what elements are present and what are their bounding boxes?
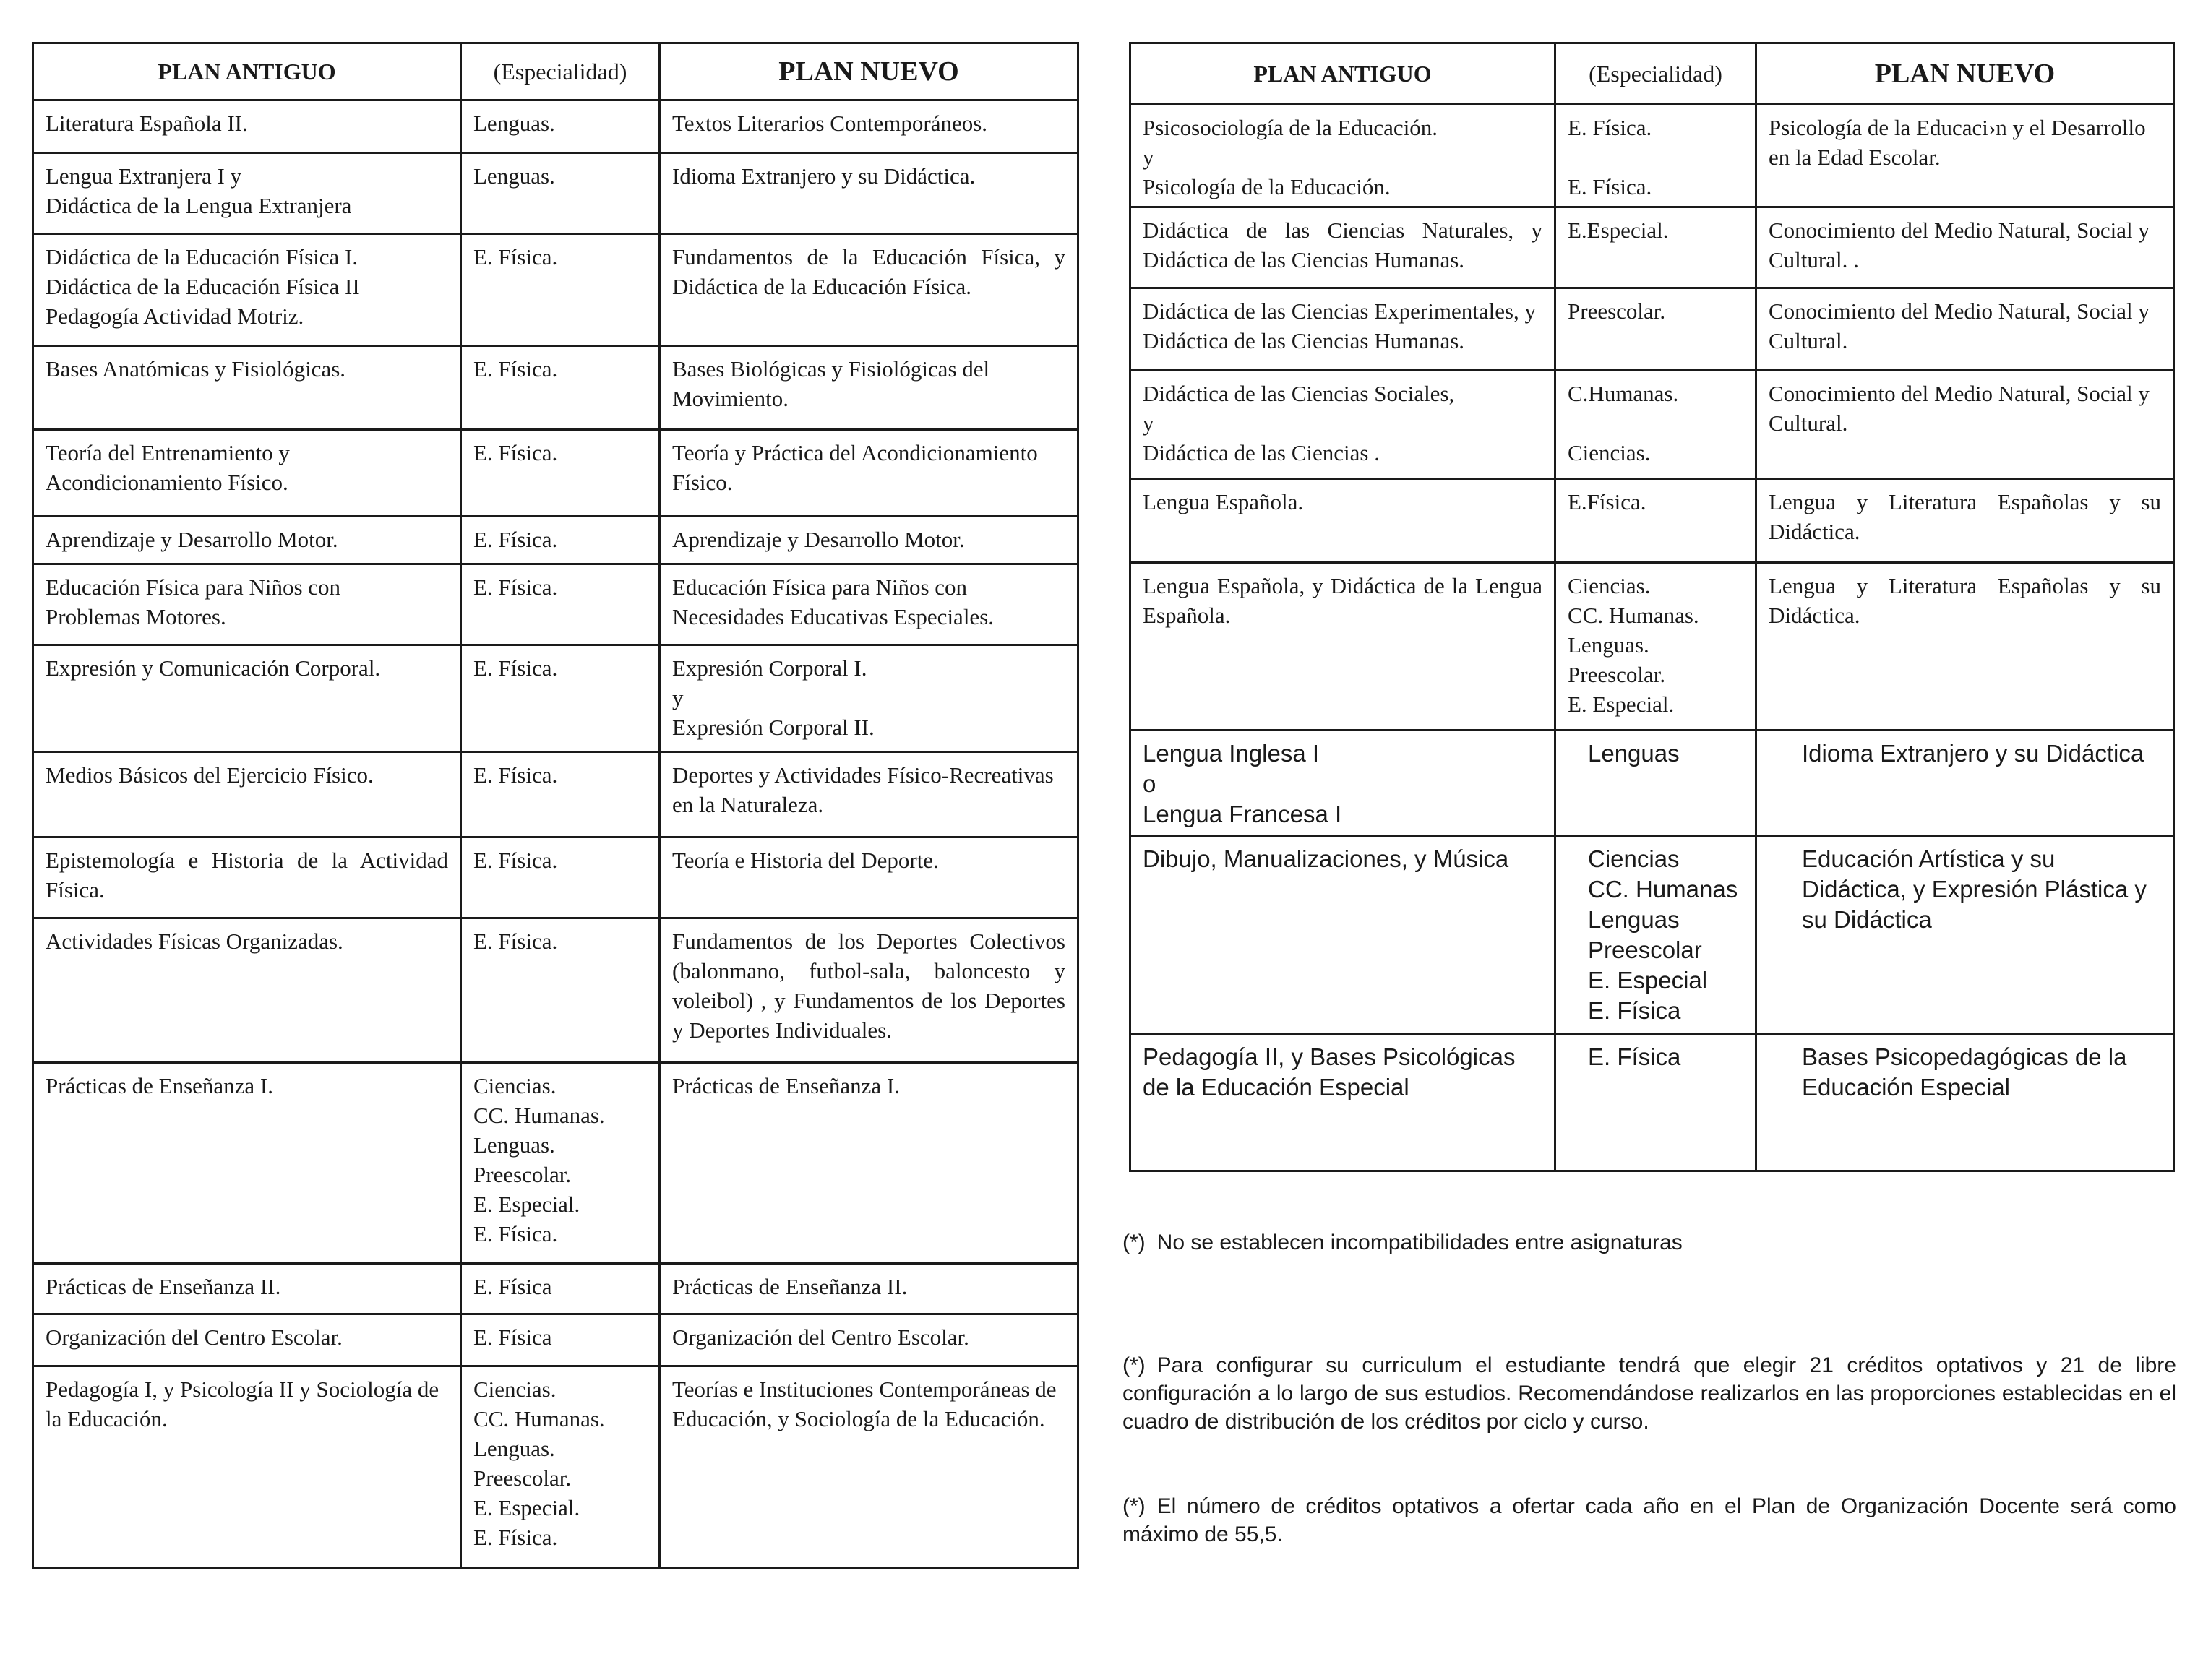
- cell-line: Psicosociología de la Educación.: [1143, 115, 1438, 140]
- cell-line: Teoría y Práctica del Acondicionamiento Físico.: [672, 440, 1038, 495]
- cell-line: E. Especial.: [473, 1495, 580, 1520]
- cell-line: Preescolar: [1588, 936, 1702, 963]
- cell-line: E. Física: [473, 1324, 552, 1350]
- especialidad-cell: [1555, 371, 1756, 479]
- cell-line: E.Especial.: [1568, 217, 1669, 243]
- plan-nuevo-cell: [660, 430, 1078, 517]
- table-row: [33, 1314, 1078, 1366]
- cell-line: CC. Humanas: [1588, 876, 1738, 903]
- cell-line: Necesidades Educativas Especiales.: [672, 604, 995, 629]
- cell-line: E. Física.: [473, 440, 558, 465]
- header-plan-nuevo: PLAN NUEVO: [1756, 43, 2174, 105]
- especialidad-cell: [461, 1264, 660, 1314]
- cell-line: Lengua y Literatura Españolas y su Didáctica.: [1769, 573, 2161, 628]
- cell-line: Ciencias.: [1568, 440, 1651, 465]
- cell-line: Lenguas.: [473, 163, 555, 189]
- table-row: [1130, 479, 2174, 563]
- plan-antiguo-cell: [33, 153, 461, 234]
- table-row: [33, 234, 1078, 346]
- cell-line: Lengua Inglesa I: [1143, 740, 1320, 767]
- plan-nuevo-cell: [1756, 371, 2174, 479]
- cell-line: E. Física.: [473, 356, 558, 382]
- table-row: [33, 153, 1078, 234]
- cell-line: Preescolar.: [1568, 298, 1666, 324]
- table-row: [1130, 836, 2174, 1034]
- plan-nuevo-cell: [1756, 207, 2174, 288]
- cell-line: Conocimiento del Medio Natural, Social y Cultural.: [1769, 381, 2150, 436]
- cell-line: Lengua Española, y Didáctica de la Lengua Española.: [1143, 573, 1542, 628]
- cell-line: Organización del Centro Escolar.: [46, 1324, 343, 1350]
- plan-nuevo-cell: [1756, 1034, 2174, 1171]
- footnote-mark: (*): [1122, 1494, 1146, 1518]
- plan-antiguo-cell: [33, 234, 461, 346]
- cell-line: E. Física.: [473, 1525, 558, 1550]
- footnote-creditos-optativos: [1122, 1492, 2176, 1548]
- cell-line: Lenguas.: [473, 111, 555, 136]
- especialidad-cell: [1555, 731, 1756, 836]
- table-header-row: [1130, 43, 2174, 105]
- plan-antiguo-cell: [33, 100, 461, 153]
- plan-antiguo-cell: [33, 837, 461, 918]
- cell-line: Expresión y Comunicación Corporal.: [46, 655, 381, 681]
- cell-line: E. Física.: [473, 574, 558, 600]
- plan-nuevo-cell: [660, 1314, 1078, 1366]
- cell-line: Problemas Motores.: [46, 604, 226, 629]
- cell-line: Educación Física para Niños con: [672, 574, 968, 600]
- cell-line: E. Física.: [473, 929, 558, 954]
- cell-line: Conocimiento del Medio Natural, Social y Cultural.: [1769, 298, 2150, 353]
- cell-line: E. Física: [473, 1274, 552, 1299]
- plan-antiguo-cell: [33, 1063, 461, 1264]
- cell-line: Expresión Corporal II.: [672, 715, 875, 740]
- plan-antiguo-cell: [1130, 288, 1555, 371]
- especialidad-cell: [1555, 207, 1756, 288]
- plan-antiguo-cell: [1130, 105, 1555, 207]
- cell-line: y: [1143, 410, 1154, 436]
- cell-line: Lenguas.: [1568, 632, 1649, 658]
- plan-nuevo-cell: [660, 564, 1078, 645]
- cell-line: Teorías e Instituciones Contemporáneas de Educación, y Sociología de la Educación.: [672, 1377, 1057, 1431]
- footnote-text: No se establecen incompatibilidades entre asignaturas: [1156, 1231, 1683, 1254]
- cell-line: Preescolar.: [1568, 662, 1666, 687]
- table-row: [33, 837, 1078, 918]
- cell-line: Medios Básicos del Ejercicio Físico.: [46, 762, 374, 788]
- cell-line: E. Física.: [473, 848, 558, 873]
- plan-antiguo-cell: [33, 645, 461, 752]
- especialidad-cell: [1555, 563, 1756, 731]
- table-row: [33, 430, 1078, 517]
- cell-line: Didáctica de la Educación Física I.: [46, 244, 358, 270]
- plan-antiguo-cell: [1130, 563, 1555, 731]
- cell-line: Bases Psicopedagógicas de la Educación Especial: [1802, 1043, 2127, 1100]
- plan-antiguo-cell: [1130, 1034, 1555, 1171]
- footnote-text: El número de créditos optativos a ofertar cada año en el Plan de Organización Docente será como máximo de 55,5.: [1122, 1494, 2176, 1546]
- plan-nuevo-cell: [660, 153, 1078, 234]
- cell-line: Ciencias.: [473, 1377, 557, 1402]
- cell-line: Preescolar.: [473, 1162, 572, 1187]
- plan-antiguo-cell: [33, 918, 461, 1063]
- cell-line: Fundamentos de la Educación Física, y Didáctica de la Educación Física.: [672, 244, 1065, 299]
- cell-line: CC. Humanas.: [473, 1406, 605, 1431]
- table-row: [1130, 288, 2174, 371]
- especialidad-cell: [461, 645, 660, 752]
- plan-nuevo-cell: [660, 752, 1078, 837]
- especialidad-cell: [461, 1063, 660, 1264]
- plan-antiguo-cell: [1130, 836, 1555, 1034]
- cell-line: Ciencias.: [473, 1073, 557, 1098]
- cell-line: Didáctica de las Ciencias Sociales,: [1143, 381, 1455, 406]
- plan-antiguo-cell: [33, 430, 461, 517]
- cell-line: Conocimiento del Medio Natural, Social y Cultural. .: [1769, 217, 2150, 272]
- cell-line: Bases Anatómicas y Fisiológicas.: [46, 356, 346, 382]
- cell-line: E. Física: [1588, 997, 1681, 1024]
- cell-line: Deportes y Actividades Físico-Recreativas en la Naturaleza.: [672, 762, 1054, 817]
- plan-nuevo-cell: [1756, 836, 2174, 1034]
- cell-line: Didáctica de la Lengua Extranjera: [46, 193, 352, 218]
- cell-line: Lenguas: [1588, 906, 1680, 933]
- cell-line: Lenguas.: [473, 1132, 555, 1158]
- cell-line: E. Física.: [473, 527, 558, 552]
- cell-line: C.Humanas.: [1568, 381, 1679, 406]
- plan-nuevo-cell: [660, 1264, 1078, 1314]
- cell-line: Idioma Extranjero y su Didáctica: [1802, 740, 2144, 767]
- plan-nuevo-cell: [660, 234, 1078, 346]
- especialidad-cell: [461, 430, 660, 517]
- plan-nuevo-cell: [660, 1063, 1078, 1264]
- especialidad-cell: [461, 100, 660, 153]
- cell-line: Pedagogía II, y Bases Psicológicas de la Educación Especial: [1143, 1043, 1516, 1100]
- cell-line: E. Física.: [473, 762, 558, 788]
- cell-line: Idioma Extranjero y su Didáctica.: [672, 163, 976, 189]
- cell-line: E. Física.: [473, 244, 558, 270]
- cell-line: Prácticas de Enseñanza II.: [672, 1274, 908, 1299]
- cell-line: Didáctica de las Ciencias Naturales, y Didáctica de las Ciencias Humanas.: [1143, 217, 1542, 272]
- cell-line: Ciencias.: [1568, 573, 1651, 598]
- table-row: [1130, 563, 2174, 731]
- cell-line: Prácticas de Enseñanza I.: [672, 1073, 901, 1098]
- table-row: [33, 645, 1078, 752]
- cell-line: E. Física.: [1568, 174, 1652, 199]
- header-plan-antiguo: PLAN ANTIGUO: [33, 43, 461, 100]
- cell-line: Didáctica de las Ciencias Experimentales, y Didáctica de las Ciencias Humanas.: [1143, 298, 1537, 353]
- cell-line: Pedagogía Actividad Motriz.: [46, 303, 304, 329]
- table-row: [33, 346, 1078, 430]
- footnote-text: Para configurar su curriculum el estudiante tendrá que elegir 21 créditos optativos y 21 de libre configuración a lo largo de sus estudios. Recomendándose realizarlos en las proporciones establecidas en el cuadro de distribución de los créditos por ciclo y curso.: [1122, 1353, 2176, 1434]
- especialidad-cell: [461, 564, 660, 645]
- cell-line: Aprendizaje y Desarrollo Motor.: [672, 527, 965, 552]
- plan-nuevo-cell: [1756, 288, 2174, 371]
- plan-nuevo-cell: [1756, 731, 2174, 836]
- especialidad-cell: [461, 346, 660, 430]
- table-row: [1130, 371, 2174, 479]
- cell-line: Aprendizaje y Desarrollo Motor.: [46, 527, 338, 552]
- cell-line: Lengua Extranjera I y: [46, 163, 242, 189]
- table-row: [33, 918, 1078, 1063]
- plan-nuevo-cell: [660, 1366, 1078, 1569]
- cell-line: E. Física.: [473, 1221, 558, 1246]
- cell-line: Lenguas: [1588, 740, 1680, 767]
- plan-nuevo-cell: [660, 918, 1078, 1063]
- cell-line: Dibujo, Manualizaciones, y Música: [1143, 845, 1509, 872]
- left-equivalence-table: [32, 42, 1079, 1569]
- cell-line: E. Especial.: [1568, 692, 1675, 717]
- especialidad-cell: [461, 1366, 660, 1569]
- especialidad-cell: [1555, 288, 1756, 371]
- right-equivalence-table: [1129, 42, 2175, 1172]
- footnote-creditos-libre-configuracion: [1122, 1351, 2176, 1436]
- cell-line: Pedagogía I, y Psicología II y Sociología de la Educación.: [46, 1377, 439, 1431]
- table-row: [33, 752, 1078, 837]
- cell-line: Textos Literarios Contemporáneos.: [672, 111, 988, 136]
- cell-line: Organización del Centro Escolar.: [672, 1324, 969, 1350]
- table-row: [1130, 105, 2174, 207]
- header-especialidad: (Especialidad): [1555, 43, 1756, 105]
- plan-antiguo-cell: [33, 752, 461, 837]
- table-header-row: [33, 43, 1078, 100]
- cell-line: Prácticas de Enseñanza I.: [46, 1073, 274, 1098]
- cell-line: CC. Humanas.: [473, 1103, 605, 1128]
- especialidad-cell: [461, 918, 660, 1063]
- cell-line: Lengua Española.: [1143, 489, 1304, 514]
- cell-line: Psicología de la Educación.: [1143, 174, 1391, 199]
- cell-line: E.Física.: [1568, 489, 1646, 514]
- header-plan-antiguo: PLAN ANTIGUO: [1130, 43, 1555, 105]
- cell-line: E. Especial.: [473, 1192, 580, 1217]
- cell-line: Lengua y Literatura Españolas y su Didáctica.: [1769, 489, 2161, 544]
- cell-line: Fundamentos de los Deportes Colectivos (balonmano, futbol-sala, baloncesto y voleibol) , y Fundamentos de los Deportes y Deportes Individuales.: [672, 929, 1065, 1043]
- especialidad-cell: [1555, 836, 1756, 1034]
- cell-line: Literatura Española II.: [46, 111, 248, 136]
- cell-line: E. Física.: [1568, 115, 1652, 140]
- especialidad-cell: [1555, 479, 1756, 563]
- cell-line: E. Física: [1588, 1043, 1681, 1070]
- plan-nuevo-cell: [1756, 563, 2174, 731]
- plan-antiguo-cell: [1130, 371, 1555, 479]
- plan-antiguo-cell: [33, 564, 461, 645]
- footnote-incompatibilidades: [1122, 1228, 2176, 1257]
- especialidad-cell: [1555, 105, 1756, 207]
- cell-line: Actividades Físicas Organizadas.: [46, 929, 343, 954]
- cell-line: Preescolar.: [473, 1465, 572, 1491]
- table-row: [1130, 1034, 2174, 1171]
- plan-antiguo-cell: [33, 1366, 461, 1569]
- cell-line: E. Física.: [473, 655, 558, 681]
- cell-line: Epistemología e Historia de la Actividad Física.: [46, 848, 448, 903]
- plan-nuevo-cell: [660, 837, 1078, 918]
- cell-line: Educación Artística y su Didáctica, y Expresión Plástica y su Didáctica: [1802, 845, 2147, 933]
- table-row: [33, 1063, 1078, 1264]
- header-plan-nuevo: PLAN NUEVO: [660, 43, 1078, 100]
- plan-nuevo-cell: [660, 517, 1078, 564]
- especialidad-cell: [461, 1314, 660, 1366]
- cell-line: [1568, 142, 1743, 172]
- especialidad-cell: [461, 752, 660, 837]
- plan-nuevo-cell: [660, 645, 1078, 752]
- cell-line: y: [1143, 145, 1154, 170]
- cell-line: y: [672, 685, 684, 710]
- cell-line: Ciencias: [1588, 845, 1680, 872]
- cell-line: Lengua Francesa I: [1143, 801, 1342, 827]
- plan-antiguo-cell: [33, 517, 461, 564]
- plan-antiguo-cell: [33, 1264, 461, 1314]
- cell-line: Psicología de la Educaci›n y el Desarrollo en la Edad Escolar.: [1769, 115, 2146, 170]
- table-row: [1130, 731, 2174, 836]
- cell-line: Didáctica de las Ciencias .: [1143, 440, 1380, 465]
- cell-line: Teoría e Historia del Deporte.: [672, 848, 939, 873]
- cell-line: Expresión Corporal I.: [672, 655, 867, 681]
- cell-line: Didáctica de la Educación Física II: [46, 274, 360, 299]
- cell-line: o: [1143, 770, 1156, 797]
- especialidad-cell: [461, 153, 660, 234]
- cell-line: Bases Biológicas y Fisiológicas del Movimiento.: [672, 356, 990, 411]
- especialidad-cell: [461, 517, 660, 564]
- plan-nuevo-cell: [1756, 479, 2174, 563]
- especialidad-cell: [1555, 1034, 1756, 1171]
- plan-antiguo-cell: [1130, 479, 1555, 563]
- cell-line: Lenguas.: [473, 1436, 555, 1461]
- table-row: [33, 564, 1078, 645]
- table-row: [33, 100, 1078, 153]
- table-row: [33, 1366, 1078, 1569]
- especialidad-cell: [461, 837, 660, 918]
- cell-line: Acondicionamiento Físico.: [46, 470, 288, 495]
- footnote-mark: (*): [1122, 1231, 1146, 1254]
- footnote-mark: (*): [1122, 1353, 1146, 1377]
- plan-nuevo-cell: [660, 100, 1078, 153]
- especialidad-cell: [461, 234, 660, 346]
- plan-antiguo-cell: [33, 346, 461, 430]
- plan-nuevo-cell: [660, 346, 1078, 430]
- cell-line: CC. Humanas.: [1568, 603, 1699, 628]
- table-row: [1130, 207, 2174, 288]
- cell-line: [1568, 408, 1743, 438]
- table-row: [33, 1264, 1078, 1314]
- cell-line: Educación Física para Niños con: [46, 574, 341, 600]
- header-especialidad: (Especialidad): [461, 43, 660, 100]
- cell-line: E. Especial: [1588, 967, 1708, 994]
- plan-antiguo-cell: [1130, 207, 1555, 288]
- table-row: [33, 517, 1078, 564]
- cell-line: Teoría del Entrenamiento y: [46, 440, 290, 465]
- plan-nuevo-cell: [1756, 105, 2174, 207]
- plan-antiguo-cell: [33, 1314, 461, 1366]
- cell-line: Prácticas de Enseñanza II.: [46, 1274, 281, 1299]
- plan-antiguo-cell: [1130, 731, 1555, 836]
